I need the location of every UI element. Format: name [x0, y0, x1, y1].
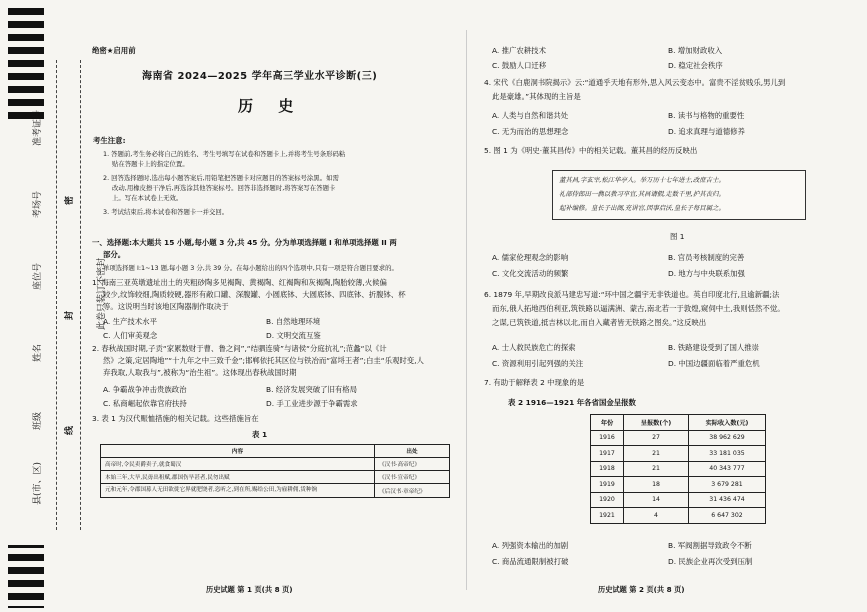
page-divider: [466, 30, 467, 590]
q5-option-b[interactable]: B. 官员考核制度的完善: [668, 253, 745, 262]
section-title: 一、选择题:本大题共 15 小题,每小题 3 分,共 45 分。分为单项选择题 I 和单项选择题 II 两: [92, 238, 397, 247]
note-line: 上。写在本试卷上无效。: [112, 194, 183, 202]
table1-cell: 本始三年,大旱,民毋出租赋,郡国伤旱甚者,民勿出赋: [101, 471, 375, 484]
seal-char: 密: [65, 195, 75, 205]
class-label: 班级: [33, 411, 43, 430]
q3-option-a[interactable]: A. 推广农耕技术: [492, 46, 546, 55]
table-row: [591, 461, 766, 477]
figure1-text: 礼部侍郎田一儁以教习卒官,其昌请假,走数千里,护其丧归。: [559, 190, 725, 198]
bind-char: 封: [65, 310, 75, 320]
q2-option-b[interactable]: B. 经济发展突破了旧有格局: [266, 385, 358, 394]
footer-page-1: 历史试题 第 1 页(共 8 页): [206, 585, 293, 594]
q5-stem: 5. 图 1 为《明史·董其昌传》中的相关记载。董其昌的经历反映出: [484, 146, 698, 155]
table2-cell: 21: [624, 446, 689, 462]
county-label: 县(市、区): [33, 461, 43, 505]
table2-header: 实际收入数(元): [689, 415, 766, 431]
q4-option-a[interactable]: A. 人类与自然和谐共处: [492, 111, 569, 120]
q2-line: 弃我取,人取我与”,被称为“治生祖”。这体现出春秋战国时期: [103, 368, 297, 377]
note-line: 2. 回答选择题时,选出每小题答案后,用铅笔把答题卡对应题目的答案标号涂黑。如需: [103, 174, 339, 182]
figure1-text: 董其昌,字玄宰,松江华亭人。举万历十七年进士,改庶吉士。: [559, 176, 725, 184]
q3-option-c[interactable]: C. 鼓励人口迁移: [492, 61, 547, 70]
q1-option-b[interactable]: B. 自然地理环境: [266, 317, 321, 326]
q6-line: 6. 1879 年,早期改良派马建忠写道:“环中国之疆宇无非铁道也。英自印度北行,且逾新疆;法: [484, 290, 780, 299]
q7-option-b[interactable]: B. 军阀割据导致政令不断: [668, 541, 752, 550]
exam-title: 海南省 2024—2025 学年高三学业水平诊断(三): [142, 71, 378, 82]
dashed-seal-line: [56, 60, 57, 530]
table2-cell: 1921: [591, 508, 624, 524]
footer-page-2: 历史试题 第 2 页(共 8 页): [598, 585, 685, 594]
q6-option-a[interactable]: A. 士人救民族危亡的探索: [492, 343, 576, 352]
q7-option-d[interactable]: D. 民族企业再次受到压制: [668, 557, 753, 566]
note-line: 改动,用橡皮擦干净后,再选涂其他答案标号。回答非选择题时,将答案写在答题卡: [112, 184, 336, 192]
table2: [590, 414, 766, 524]
figure1-text: 起补编修。皇长子出阁,充讲官,因事启沃,皇长子每目属之。: [559, 204, 725, 212]
q2-line: 2. 春秋战国时期,子贡“家累数财于曹、鲁之间”,“结驷连骑”与诸侯“分庭抗礼”;范蠡“以《计: [92, 344, 387, 353]
table2-cell: 3 679 281: [689, 477, 766, 493]
figure1-caption: 图 1: [670, 232, 685, 241]
note-line: 3. 考试结束后,将本试卷和答题卡一并交回。: [103, 208, 229, 216]
table-row: [591, 430, 766, 446]
table2-cell: 21: [624, 461, 689, 477]
table1-header: 内容: [101, 445, 375, 458]
table2-cell: 1920: [591, 492, 624, 508]
room-label: 考场号: [33, 190, 43, 218]
q7-option-a[interactable]: A. 列强资本输出的加剧: [492, 541, 569, 550]
table-row: [101, 471, 450, 484]
name-label: 姓名: [33, 343, 43, 362]
table1-header: 出处: [375, 445, 450, 458]
table1-cell: 元和元年,令郡国募人无田欲徙它界就肥饶者,恣听之,到在所,赐给公田,为雇耕佣,赁种饷: [101, 484, 375, 498]
q1-line: 较少,纹饰较细,陶质较硬,器形有敞口罐、深腹罐、小圆底钵、大圆底钵、四底钵、折腹钵、杯: [103, 290, 406, 299]
table2-cell: 1916: [591, 430, 624, 446]
dashed-bind-line: [80, 60, 81, 530]
q1-line: 1. 海南三亚英墩遗址出土的夹粗砂陶多见褐陶、黄褐陶、红褐陶和灰褐陶,陶胎较薄,火候偏: [92, 278, 387, 287]
table-row: [591, 477, 766, 493]
table-row: [101, 458, 450, 471]
q7-stem: 7. 有助于解释表 2 中现象的是: [484, 378, 585, 387]
table2-cell: 1917: [591, 446, 624, 462]
q2-option-a[interactable]: A. 争霸战争冲击贵族政治: [103, 385, 187, 394]
q1-line: 等。这说明当时该地区陶器制作取决于: [103, 302, 229, 311]
q2-option-c[interactable]: C. 私商崛起依靠官府扶持: [103, 399, 187, 408]
note-line: 贴在答题卡上的指定位置。: [112, 160, 189, 168]
admission-label: 准考证号: [33, 109, 43, 146]
figure1-box: [552, 170, 806, 220]
notes-heading: 考生注意:: [93, 136, 126, 145]
outer-note: 此卷只装订不密封: [97, 257, 107, 330]
table2-cell: 6 647 302: [689, 508, 766, 524]
table1-cell: 《汉书·高帝纪》: [375, 458, 450, 471]
line-char: 线: [65, 425, 75, 435]
table2-header: 呈报数(个): [624, 415, 689, 431]
section-sub: 单项选择题 I:1~13 题,每小题 3 分,共 39 分。在每小题给出的四个选项中,只有一项是符合题目要求的。: [103, 264, 398, 272]
table2-cell: 40 343 777: [689, 461, 766, 477]
binding-stripes: [8, 8, 44, 608]
table2-cell: 33 181 035: [689, 446, 766, 462]
q5-option-c[interactable]: C. 文化交流活动的频繁: [492, 269, 569, 278]
q3-stem: 3. 表 1 为汉代赈恤措施的相关记载。这些措施旨在: [92, 414, 259, 423]
q7-option-c[interactable]: C. 商品流通限制被打破: [492, 557, 569, 566]
table1: [100, 444, 450, 498]
table2-cell: 14: [624, 492, 689, 508]
secret-label: 绝密★启用前: [92, 46, 136, 55]
q6-option-c[interactable]: C. 资源利用引起列强的关注: [492, 359, 584, 368]
table2-cell: 4: [624, 508, 689, 524]
seat-label: 座位号: [33, 262, 43, 290]
q2-line: 然》之策,定居陶地”“十九年之中三致千金”;邯郸依托其区位与铁冶而“富埒王者”;白圭“乐观时变,人: [103, 356, 424, 365]
table-row: [591, 508, 766, 524]
table1-cell: 高帝时,令民卖爵卖子,就食蜀汉: [101, 458, 375, 471]
q4-option-b[interactable]: B. 读书与格物的重要性: [668, 111, 745, 120]
table2-header: 年份: [591, 415, 624, 431]
table2-cell: 1919: [591, 477, 624, 493]
table1-title: 表 1: [252, 430, 268, 439]
q4-option-c[interactable]: C. 无为而治的思想理念: [492, 127, 569, 136]
q6-line: 之谋,已筑铁道,抵吉林以北,而自入藏者皆无铁路之图矣。”这反映出: [492, 318, 707, 327]
q2-option-d[interactable]: D. 手工业进步源于争霸需求: [266, 399, 358, 408]
table1-cell: 《汉书·宣帝纪》: [375, 471, 450, 484]
q5-option-d[interactable]: D. 地方与中央联系加强: [668, 269, 745, 278]
q4-line: 4. 宋代《白鹿洞书院揭示》云:“道通乎天地有形外,思入风云变态中。富贵不淫贫贱乐,男儿到: [484, 78, 786, 87]
q4-line: 此是豪雄。”其体现的主旨是: [492, 92, 581, 101]
table2-title: 表 2 1916—1921 年各省国金呈报数: [508, 398, 636, 407]
table1-cell: 《后汉书·章帝纪》: [375, 484, 450, 498]
table2-cell: 18: [624, 477, 689, 493]
table-row: [591, 446, 766, 462]
table2-cell: 27: [624, 430, 689, 446]
q4-option-d[interactable]: D. 追求真理与道德修养: [668, 127, 745, 136]
q3-option-d[interactable]: D. 稳定社会秩序: [668, 61, 723, 70]
q6-option-b[interactable]: B. 铁路建设受到了国人推崇: [668, 343, 760, 352]
q1-option-d[interactable]: D. 文明交流互鉴: [266, 331, 321, 340]
q1-option-c[interactable]: C. 人们审美观念: [103, 331, 158, 340]
q5-option-a[interactable]: A. 儒家伦理观念的影响: [492, 253, 569, 262]
q3-option-b[interactable]: B. 增加财政收入: [668, 46, 723, 55]
q6-line: 而东,俄人拓地西伯利亚,筑铁路以逼满洲、蒙古,南北若一于敦煌,窥伺中土,我则恬然不觉。: [492, 304, 785, 313]
table-row: [591, 492, 766, 508]
table2-cell: 38 962 629: [689, 430, 766, 446]
subject-title: 历 史: [238, 97, 304, 115]
section-title-cont: 部分。: [103, 250, 126, 259]
q1-option-a[interactable]: A. 生产技术水平: [103, 317, 157, 326]
table2-cell: 31 436 474: [689, 492, 766, 508]
q6-option-d[interactable]: D. 中国边疆面临着严重危机: [668, 359, 760, 368]
table-row: [101, 484, 450, 498]
table2-cell: 1918: [591, 461, 624, 477]
note-line: 1. 答题前,考生务必将自己的姓名、考生号填写在试卷和答题卡上,并将考生号条形码粘: [103, 150, 346, 158]
